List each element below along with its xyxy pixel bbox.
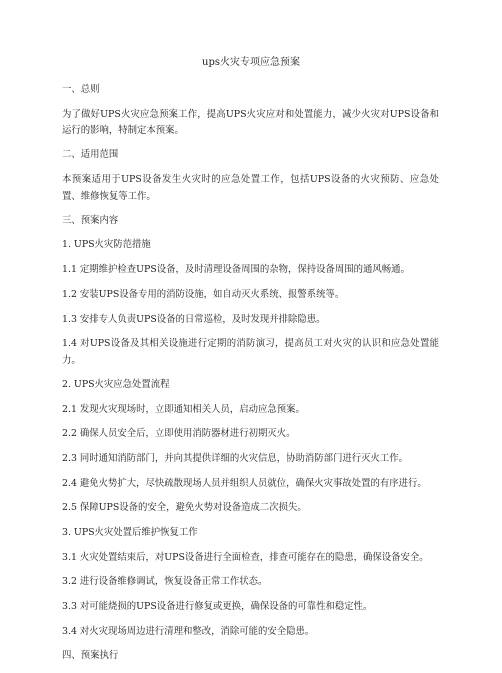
section-heading-execution: 四、预案执行 [62,650,119,662]
paragraph-scope: 本预案适用于UPS设备发生火灾时的应急处置工作，包括UPS设备的火灾预防、应急处置、维修恢复等工作。 [62,174,439,202]
item-1-4: 1.4 对UPS设备及其相关设施进行定期的消防演习，提高员工对火灾的认识和应急处置能力。 [62,338,439,366]
paragraph-purpose: 为了做好UPS火灾应急预案工作，提高UPS火灾应对和处置能力，减少火灾对UPS设备和运行的影响，特制定本预案。 [62,108,439,137]
section-heading-content: 三、预案内容 [62,214,119,226]
subheading-response: 2. UPS火灾应急处置流程 [62,378,170,390]
item-2-1: 2.1 发现火灾现场时，立即通知相关人员，启动应急预案。 [62,403,305,415]
item-2-4: 2.4 避免火势扩大，尽快疏散现场人员并组织人员就位，确保火灾事故处置的有序进行。 [62,477,427,489]
item-2-2: 2.2 确保人员安全后，立即使用消防器材进行初期灭火。 [62,428,296,440]
item-2-3: 2.3 同时通知消防部门，并向其提供详细的火灾信息，协助消防部门进行灭火工作。 [62,452,409,464]
item-1-2: 1.2 安装UPS设备专用的消防设施，如自动灭火系统、报警系统等。 [62,288,345,300]
item-3-3: 3.3 对可能烧损的UPS设备进行修复或更换，确保设备的可靠性和稳定性。 [62,601,373,613]
document-body [62,82,439,673]
item-3-4: 3.4 对火灾现场周边进行清理和整改，消除可能的安全隐患。 [62,625,315,637]
section-heading-general: 一、总则 [62,84,100,95]
section-heading-scope: 二、适用范围 [62,149,119,161]
item-3-1: 3.1 火灾处置结束后，对UPS设备进行全面检查，排查可能存在的隐患，确保设备安全。 [62,551,429,563]
item-2-5: 2.5 保障UPS设备的安全，避免火势对设备造成二次损失。 [62,502,307,514]
subheading-recovery: 3. UPS火灾处置后维护恢复工作 [62,527,198,538]
item-1-3: 1.3 安排专人负责UPS设备的日常巡检，及时发现并排除隐患。 [62,313,326,325]
item-1-1: 1.1 定期维护检查UPS设备，及时清理设备周围的杂物，保持设备周围的通风畅通。 [62,264,410,276]
document-title: ups火灾专项应急预案 [202,57,300,68]
item-3-2: 3.2 进行设备维修调试，恢复设备正常工作状态。 [62,576,268,588]
subheading-prevention: 1. UPS火灾防范措施 [62,239,151,251]
